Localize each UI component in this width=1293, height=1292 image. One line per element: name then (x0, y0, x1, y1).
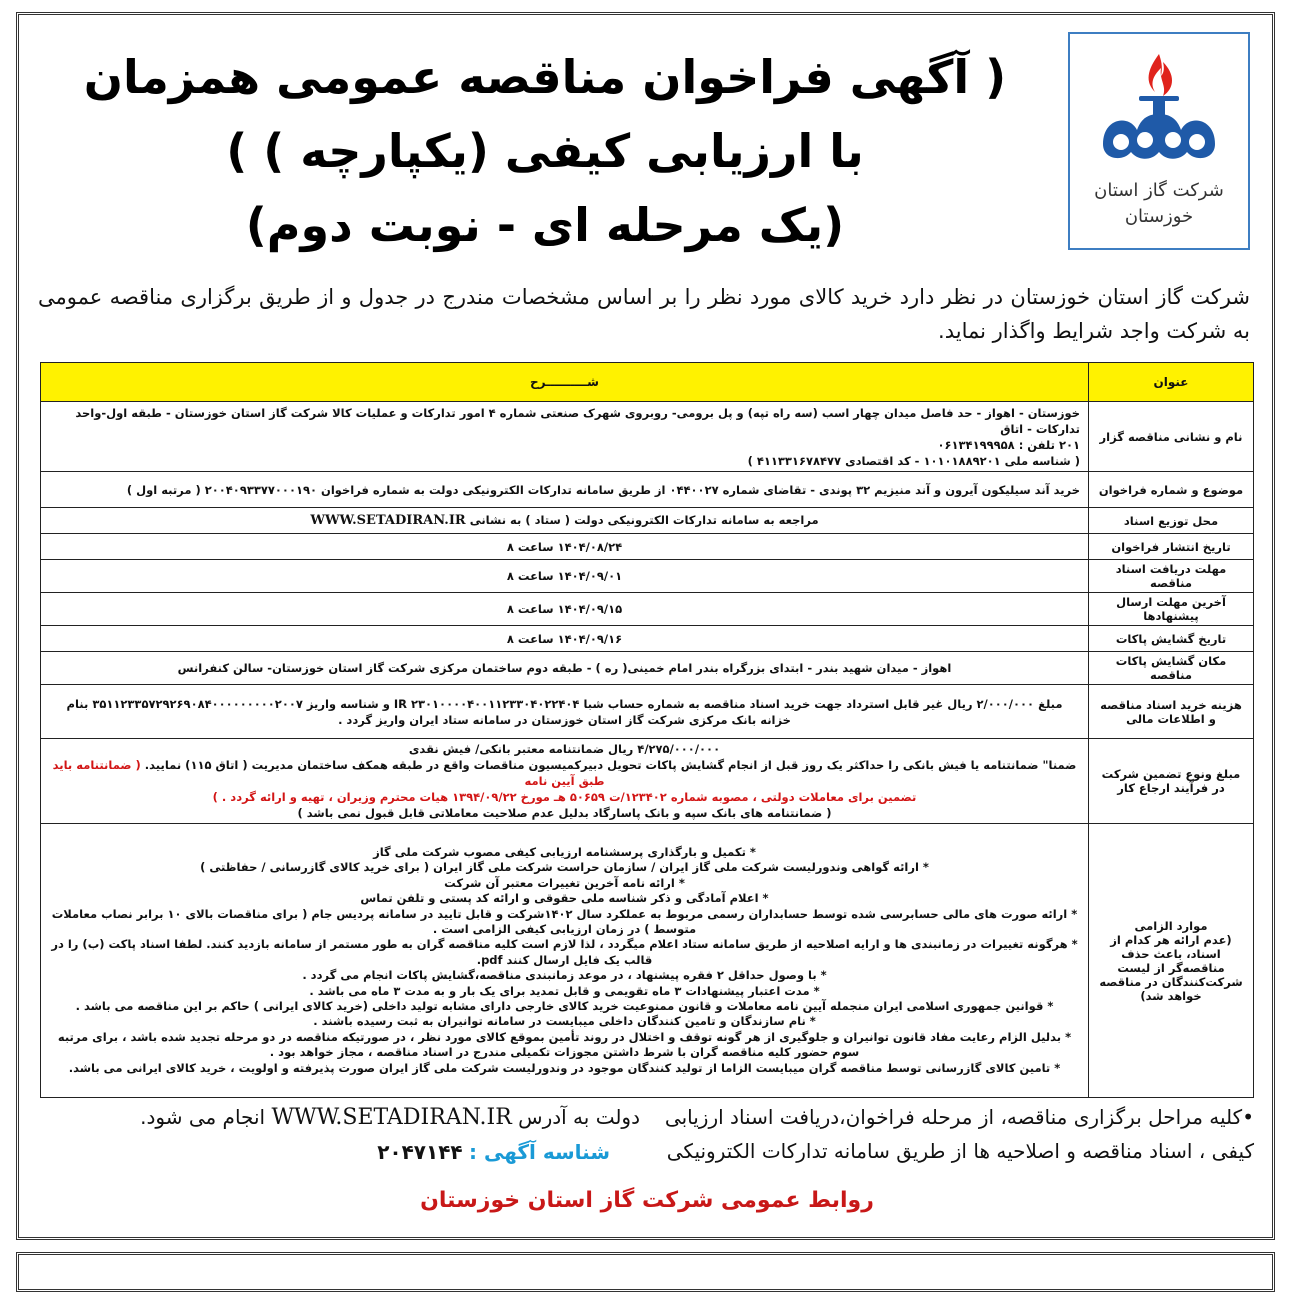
table-row (41, 593, 1254, 626)
list-item: * ارائه نامه آخرین تغییرات معتبر آن شرکت (444, 875, 685, 890)
tender-details-table (40, 362, 1254, 1098)
org-address-line2: ۲۰۱ تلفن : ۰۶۱۳۴۱۹۹۹۵۸ (937, 437, 1080, 452)
table-row (41, 508, 1254, 534)
table-row (41, 685, 1254, 739)
notice-id-label: شناسه آگهی : (469, 1140, 610, 1164)
org-address-line1: خوزستان - اهواز - حد فاصل میدان چهار اسب (سه راه تپه) و پل برومی- روبروی شهرک صنعتی شماره ۴ امور تدارکات و عملیات کالا شرکت گاز استان خوزستان - طبقه اول-واحد تدارکات - اتاق (75, 405, 1080, 436)
list-item: * تامین کالای گازرسانی توسط مناقصه گران میبایست الزاما از تولید کنندگان موجود در وندورلیست شرکت ملی گاز ایران صورت پذیرفته و اولویت ، خرید کالای ایرانی می باشد. (68, 1060, 1061, 1075)
title-line2: با ارزیابی کیفی (یکپارچه ) ) (226, 124, 864, 178)
row-label: محل توزیع اسناد (1089, 508, 1254, 534)
list-item: * اعلام آمادگی و ذکر شناسه ملی حقوقی و ارائه کد پستی و تلفن تماس (360, 891, 769, 906)
requirements-note: (عدم ارائه هر کدام از اسناد، باعث حذف مناقصه‌گر از لیست شرکت‌کنندگان در مناقصه خواهد شد) (1099, 932, 1243, 1003)
list-item: * ارائه صورت های مالی حسابرسی شده توسط حسابداران رسمی مربوط به عملکرد سال ۱۴۰۲شرکت و قابل تایید در سامانه پردیس جام ( برای مناقصات بالای ۱۰ برابر نصاب معاملات متوسط ) در زمان ارزیابی کیفی الزامی است . (51, 906, 1078, 936)
company-logo-box (1068, 32, 1250, 250)
list-item: * تکمیل و بارگذاری پرسشنامه ارزیابی کیفی مصوب شرکت ملی گاز (373, 844, 756, 859)
table-row (41, 626, 1254, 652)
setad-site-link[interactable]: WWW.SETADIRAN.IR (310, 513, 466, 528)
list-item: * مدت اعتبار پیشنهادات ۳ ماه تقویمی و قابل تمدید برای یک بار و به مدت ۳ ماه می باشد . (309, 983, 820, 998)
title-line3: (یک مرحله ای - نوبت دوم) (245, 198, 845, 252)
table-row (41, 652, 1254, 685)
row-label (1089, 824, 1254, 1098)
row-value: ۱۴۰۴/۰۸/۲۴ ساعت ۸ (41, 534, 1089, 560)
next-notice-frame (16, 1252, 1275, 1292)
row-label: تاریخ انتشار فراخوان (1089, 534, 1254, 560)
row-label: مبلغ ونوع تضمین شرکت در فرآیند ارجاع کار (1089, 739, 1254, 824)
row-value (41, 739, 1089, 824)
guarantee-line2 (49, 757, 1080, 789)
table-row (41, 739, 1254, 824)
row-label: تاریخ گشایش پاکات (1089, 626, 1254, 652)
guarantee-amount: ۴/۲۷۵/۰۰۰/۰۰۰ ریال ضمانتنامه معتبر بانکی/ فیش نقدی (408, 742, 721, 756)
distribution-text: مراجعه به سامانه تدارکات الکترونیکی دولت ( ستاد ) به نشانی (469, 513, 819, 527)
table-header-row (41, 363, 1254, 402)
row-value: ۱۴۰۴/۰۹/۰۱ ساعت ۸ (41, 560, 1089, 593)
row-label: مهلت دریافت اسناد مناقصه (1089, 560, 1254, 593)
footer-line1: •کلیه مراحل برگزاری مناقصه، از مرحله فراخوان،دریافت اسناد ارزیابی (664, 1105, 1254, 1129)
footer-note-right (660, 1100, 1254, 1168)
footer-address-suffix: انجام می شود. (140, 1105, 266, 1129)
guarantee-regulation: تضمین برای معاملات دولتی ، مصوبه شماره ۱۲۳۴۰۲/ت ۵۰۶۵۹ هـ مورخ ۱۳۹۴/۰۹/۲۲ هیات محترم وزیران ، تهیه و ارائه گردد . ) (212, 790, 917, 804)
row-label: هزینه خرید اسناد مناقصه و اطلاعات مالی (1089, 685, 1254, 739)
table-row (41, 534, 1254, 560)
list-item: * با وصول حداقل ۲ فقره پیشنهاد ، در موعد زمانبندی مناقصه،گشایش پاکات انجام می گردد . (302, 968, 827, 983)
table-row (41, 402, 1254, 472)
row-label: نام و نشانی مناقصه گزار (1089, 402, 1254, 472)
notice-title (40, 40, 1050, 262)
table-row (41, 824, 1254, 1098)
footer-note-left (60, 1100, 640, 1169)
guarantee-instructions: ضمنا" ضمانتنامه یا فیش بانکی را حداکثر یک روز قبل از انجام گشایش پاکات تحویل دبیرکمیسیون مناقصات واقع در طبقه همکف ساختمان مدیریت ( اتاق ۱۱۵) نمایید. (144, 758, 1077, 772)
list-item: * بدلیل الزام رعایت مفاد قانون توانیران و جلوگیری از هر گونه توقف و اختلال در روند تأمین بموقع کالای مورد نظر ، در صورتیکه مناقصه در دو مرحله تجدید شده باشد ، برای مرتبه سوم حضور کلیه مناقصه گران با شرط داشتن مجوزات تکمیلی مندرج در اسناد مناقصه ، مجاز خواهد بود . (57, 1029, 1072, 1060)
org-ids: ( شناسه ملی ۱۰۱۰۱۸۸۹۲۰۱ - کد اقتصادی ۴۱۱۳۳۱۶۷۸۴۷۷ ) (747, 453, 1080, 468)
row-value: اهواز - میدان شهید بندر - ابتدای بزرگراه بندر امام خمینی( ره ) - طبقه دوم ساختمان مرکزی شرکت گاز استان خوزستان- سالن کنفرانس (41, 652, 1089, 685)
row-value: خرید آند سیلیکون آیرون و آند منیزیم ۳۲ پوندی - تقاضای شماره ۰۴۴۰۰۲۷ از طریق سامانه تدارکات الکترونیکی دولت به شماره فراخوان ۲۰۰۴۰۹۳۳۷۷۰۰۰۱۹۰ ( مرتبه اول ) (41, 472, 1089, 508)
table-row (41, 560, 1254, 593)
row-label: مکان گشایش پاکات مناقصه (1089, 652, 1254, 685)
row-value (41, 508, 1089, 534)
cost-line2: خزانه بانک مرکزی شرکت گاز استان خوزستان در سامانه ستاد ایران واریز گردد . (338, 712, 791, 727)
company-name-line2: خوزستان (1124, 206, 1194, 227)
company-name-line1: شرکت گاز استان (1094, 180, 1224, 201)
notice-id-value: ۲۰۴۷۱۴۴ (377, 1140, 463, 1164)
intro-paragraph: شرکت گاز استان خوزستان در نظر دارد خرید کالای مورد نظر را بر اساس مشخصات مندرج در جدول و از طریق برگزاری مناقصه عمومی به شرکت واجد شرایط واگذار نماید. (38, 285, 1250, 343)
gas-company-logo-icon (1089, 48, 1229, 168)
row-value (41, 685, 1089, 739)
guarantee-exclusion: ( ضمانتنامه های بانک سپه و بانک پاسارگاد بدلیل عدم صلاحیت معاملاتی قابل قبول نمی باشد ) (297, 806, 832, 820)
cost-line1: مبلغ ۲/۰۰۰/۰۰۰ ریال غیر قابل استرداد جهت خرید اسناد مناقصه به شماره حساب شبا IR ۲۳۰۱۰۰۰۰۴۰۰۱۱۲۳۳۰۴۰۲۲۴۰۴ و شناسه واریز ۳۵۱۱۲۳۳۵۷۲۹۲۶۹۰۸۴۰۰۰۰۰۰۰۰۰۲۰۰۷ بنام (66, 696, 1063, 711)
row-value: ۱۴۰۴/۰۹/۱۶ ساعت ۸ (41, 626, 1089, 652)
requirements-title: موارد الزامی (1134, 918, 1208, 933)
table-row (41, 472, 1254, 508)
guarantee-rule-note: ( ضمانتنامه باید طبق آیین نامه (52, 758, 605, 788)
list-item: * ارائه گواهی وندورلیست شرکت ملی گاز ایران / سازمان حراست شرکت ملی گاز ایران ( برای خرید کالای گازرسانی / حفاظتی ) (200, 860, 929, 875)
company-name (1070, 178, 1248, 230)
row-label: آخرین مهلت ارسال پیشنهادها (1089, 593, 1254, 626)
requirements-list (41, 824, 1089, 1098)
row-value (41, 402, 1089, 472)
header-title: عنوان (1089, 363, 1254, 402)
footer-setad-link[interactable]: WWW.SETADIRAN.IR (271, 1105, 512, 1130)
list-item: * قوانین جمهوری اسلامی ایران منجمله آیین نامه معاملات و قانون ممنوعیت خرید کالای خارجی دارای مشابه تولید داخلی (خرید کالای ایرانی ) حاکم بر این مناقصه می باشد . (75, 999, 1054, 1014)
row-label: موضوع و شماره فراخوان (1089, 472, 1254, 508)
footer-address-line (60, 1100, 640, 1135)
list-item: * هرگونه تغییرات در زمانبندی ها و ارایه اصلاحیه از طریق سامانه ستاد اعلام میگردد ، لذا لازم است کلیه مناقصه گران به طور مستمر از سامانه بازدید کنند. لطفا اسناد پاکت (ب) را در قالب یک فایل ارسال کنند pdf. (51, 937, 1078, 967)
row-value: ۱۴۰۴/۰۹/۱۵ ساعت ۸ (41, 593, 1089, 626)
footer-line2: کیفی ، اسناد مناقصه و اصلاحیه ها از طریق سامانه تدارکات الکترونیکی (666, 1139, 1254, 1163)
notice-id-line (60, 1135, 640, 1169)
footer-address-prefix: دولت به آدرس (518, 1105, 640, 1129)
list-item: * نام سازندگان و تامین کنندگان داخلی میبایست در سامانه توانیران به ثبت رسیده باشند . (313, 1014, 816, 1029)
title-line1: ( آگهی فراخوان مناقصه عمومی همزمان (83, 50, 1007, 104)
public-relations-signature: روابط عمومی شرکت گاز استان خوزستان (420, 1188, 874, 1213)
header-description: شــــــــــرح (41, 363, 1089, 402)
